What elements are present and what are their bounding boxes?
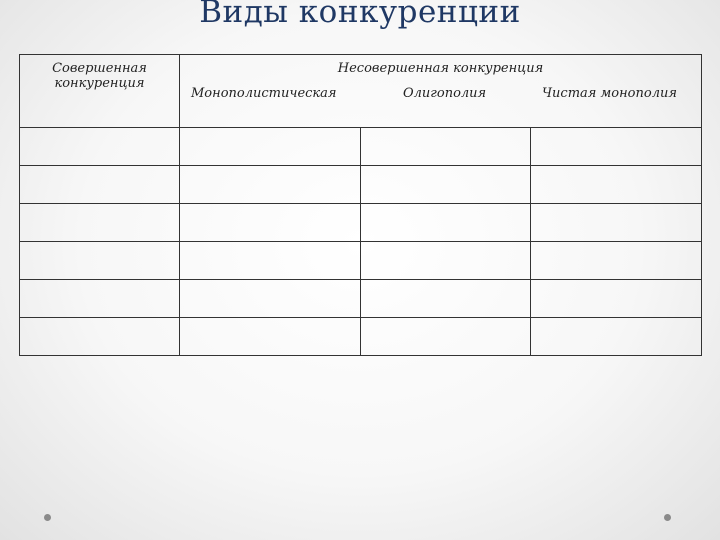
table-cell[interactable]: [531, 204, 702, 242]
table-cell[interactable]: [361, 280, 531, 318]
table-row: [20, 280, 702, 318]
bullet-dot-icon: [664, 514, 671, 521]
perfect-competition-line-2: конкуренция: [54, 76, 145, 91]
table-cell[interactable]: [20, 318, 180, 356]
table-cell[interactable]: [361, 318, 531, 356]
table-cell[interactable]: [20, 242, 180, 280]
table-cell[interactable]: [180, 204, 361, 242]
table-cell[interactable]: [20, 204, 180, 242]
table-row: [20, 242, 702, 280]
table-cell[interactable]: [361, 128, 531, 166]
table-cell[interactable]: [531, 242, 702, 280]
table-cell[interactable]: [531, 128, 702, 166]
table-row: [20, 204, 702, 242]
imperfect-competition-title: Несовершенная конкуренция: [337, 61, 544, 76]
table-cell[interactable]: [20, 128, 180, 166]
competition-types-table: [19, 54, 702, 356]
slide-title: Виды конкуренции: [199, 0, 521, 30]
table-cell[interactable]: [20, 166, 180, 204]
table-cell[interactable]: [20, 280, 180, 318]
table-cell[interactable]: [361, 204, 531, 242]
oligopoly-label: Олигополия: [403, 86, 487, 101]
table-cell[interactable]: [531, 318, 702, 356]
table-cell[interactable]: [180, 166, 361, 204]
perfect-competition-header: [20, 55, 180, 128]
table-cell[interactable]: [180, 242, 361, 280]
pure-monopoly-label: Чистая монополия: [542, 86, 677, 101]
table-cell[interactable]: [361, 242, 531, 280]
table-cell[interactable]: [361, 166, 531, 204]
perfect-competition-line-1: Совершенная: [52, 61, 147, 76]
table-cell[interactable]: [180, 280, 361, 318]
table-cell[interactable]: [531, 166, 702, 204]
table-cell[interactable]: [180, 318, 361, 356]
bullet-dot-icon: [44, 514, 51, 521]
table-row: [20, 166, 702, 204]
table-row: [20, 318, 702, 356]
table-cell[interactable]: [531, 280, 702, 318]
monopolistic-label: Монополистическая: [191, 86, 337, 101]
header-row: [20, 55, 702, 128]
table-cell[interactable]: [180, 128, 361, 166]
table-row: [20, 128, 702, 166]
imperfect-competition-header: [180, 55, 702, 128]
